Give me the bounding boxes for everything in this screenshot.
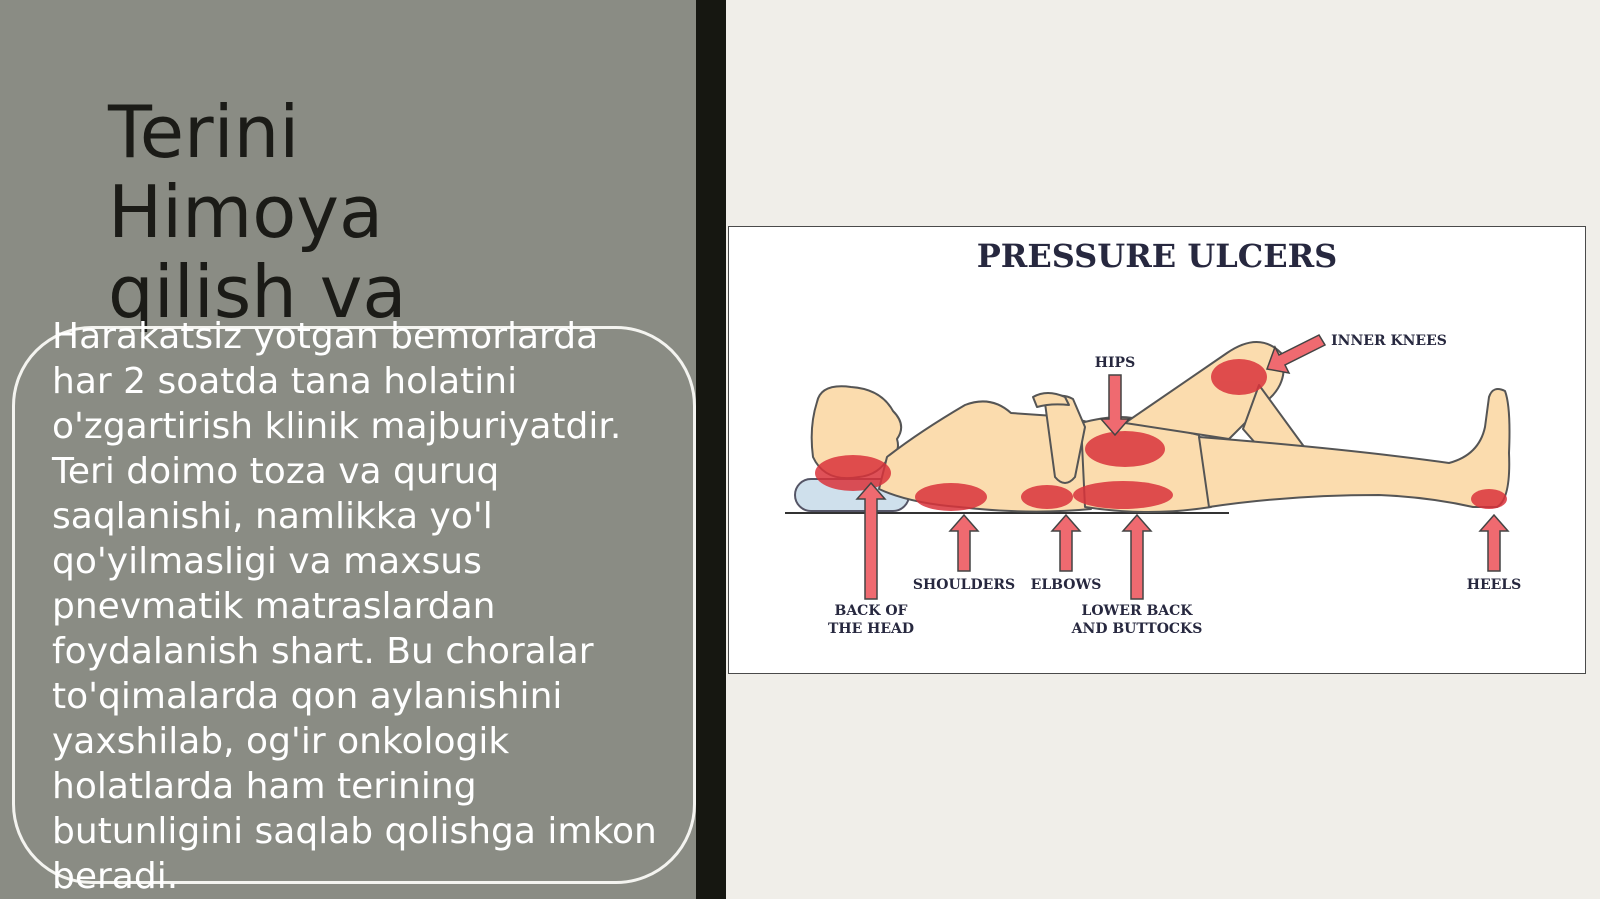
arrow-lower-back <box>1123 515 1151 599</box>
pressure-ulcers-illustration <box>729 227 1585 673</box>
ulcer-lower-back <box>1073 481 1173 509</box>
slide-body-text: Harakatsiz yotgan bemorlarda har 2 soatda tana holatini o'zgartirish klinik majburiyatdir. Teri doimo toza va quruq saqlanishi, namlikka yo'l qo'yilmasligi va maxsus pnevmatik matraslardan foydalanish shart. Bu choralar to'qimalarda qon aylanishini yaxshilab, og'ir onkologik holatlarda ham terining butunligini saqlab qolishga imkon beradi. <box>52 316 657 897</box>
arrow-inner-knees <box>1267 335 1325 373</box>
slide-title: Terini Himoya qilish va <box>108 90 407 334</box>
label-hips: HIPS <box>1094 355 1136 371</box>
label-inner-knees: INNER KNEES <box>1331 333 1447 349</box>
label-lower-back-line2: AND BUTTOCKS <box>1071 621 1203 637</box>
ulcer-heels <box>1471 489 1507 509</box>
ulcer-elbows <box>1021 485 1073 509</box>
label-lower-back-line1: LOWER BACK <box>1081 603 1193 619</box>
panel-divider <box>696 0 726 899</box>
pressure-ulcers-figure <box>728 226 1586 674</box>
arrow-elbows <box>1052 515 1080 571</box>
ulcer-inner-knees <box>1211 359 1267 395</box>
label-back-of-head-line2: THE HEAD <box>827 621 915 637</box>
arrow-shoulders <box>950 515 978 571</box>
label-heels: HEELS <box>1466 577 1522 593</box>
figure-heading: PRESSURE ULCERS <box>976 237 1338 275</box>
ulcer-hips <box>1085 431 1165 467</box>
label-back-of-head-line1: BACK OF <box>834 603 908 619</box>
ulcer-shoulders <box>915 483 987 511</box>
label-shoulders: SHOULDERS <box>912 577 1016 593</box>
label-elbows: ELBOWS <box>1030 577 1102 593</box>
ulcer-head <box>815 455 891 491</box>
arrow-heels <box>1480 515 1508 571</box>
